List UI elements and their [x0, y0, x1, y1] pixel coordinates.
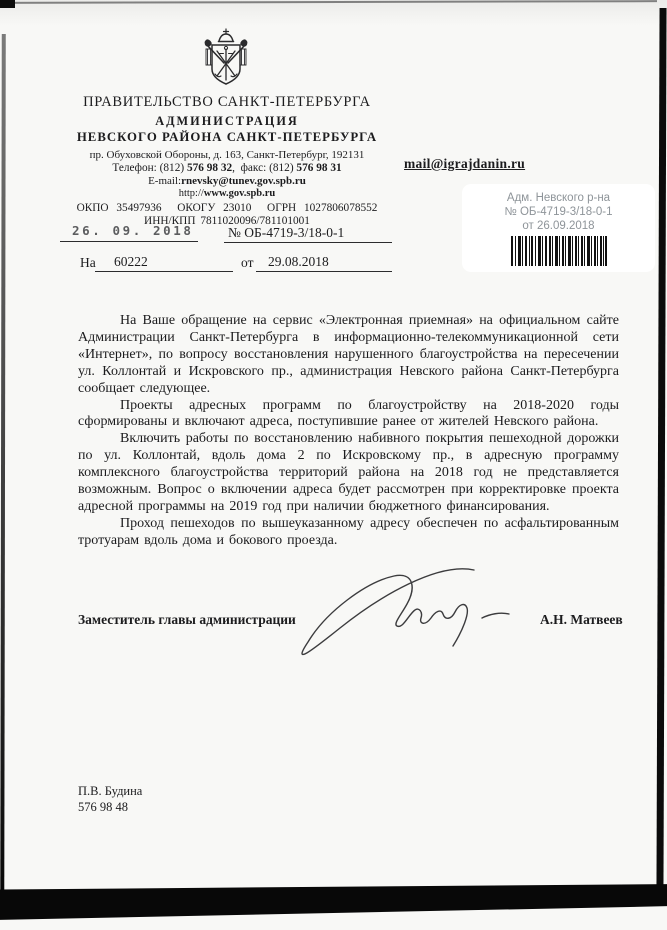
incoming-date-underline [256, 271, 392, 272]
incoming-number-underline [95, 271, 233, 272]
org-phone-fax [58, 162, 396, 174]
scan-right-edge [656, 8, 666, 890]
email-label: E-mail: [148, 175, 182, 187]
paragraph-2: Проекты адресных программ по благоустройству на 2018-2020 годы сформированы и включают адреса, поступившие ранее от жителей Невского района. [78, 397, 619, 430]
paragraph-4: Проход пешеходов по вышеуказанному адресу обеспечен по асфальтированным тротуарам вдоль дома и бокового проезда. [78, 515, 619, 548]
org-address: пр. Обуховской Обороны, д. 163, Санкт-Петербург, 192131 [89, 149, 365, 161]
org-codes-inn-kpp: ИНН/КПП 7811020096/781101001 [144, 215, 310, 227]
org-website [58, 188, 396, 199]
government-title: ПРАВИТЕЛЬСТВО САНКТ-ПЕТЕРБУРГА [83, 94, 371, 110]
org-email [58, 175, 396, 187]
st-petersburg-coat-of-arms-icon [194, 26, 258, 92]
fax-label: , факс: (812) [232, 162, 297, 174]
electronic-registration-stamp [462, 184, 655, 272]
recipient-email: mail@igrajdanin.ru [404, 156, 526, 171]
email-value: rnevsky@tunev.gov.spb.ru [181, 175, 306, 187]
number-underline [224, 242, 392, 243]
scan-corner-mark [0, 0, 15, 8]
site-value: www.gov.spb.ru [203, 188, 276, 199]
incoming-number: 60222 [114, 254, 148, 269]
scan-bottom-edge [0, 883, 667, 921]
barcode [511, 236, 607, 266]
org-name-line1: АДМИНИСТРАЦИЯ [155, 114, 299, 128]
letterhead [58, 94, 396, 227]
signer-position: Заместитель главы администрации [78, 612, 296, 627]
ot-label: от [241, 255, 254, 270]
executor-block [78, 783, 142, 815]
org-codes-okpo-ogrn: ОКПО 35497936 ОКОГУ 23010 ОГРН 1027806078552 [76, 202, 378, 214]
executor-phone: 576 98 48 [78, 800, 128, 814]
executor-name: П.В. Будина [78, 784, 143, 798]
phone-label: Телефон: (812) [112, 162, 187, 174]
scan-top-shading [0, 0, 667, 26]
outgoing-date-stamp: 26. 09. 2018 [72, 223, 194, 238]
outgoing-number: № ОБ-4719-3/18-0-1 [228, 225, 345, 240]
scan-left-edge [0, 34, 6, 918]
stamp-number-line: № ОБ-4719-3/18-0-1 [504, 206, 613, 218]
incoming-date: 29.08.2018 [268, 254, 329, 269]
fax-value: 576 98 31 [296, 162, 342, 174]
stamp-org-line: Адм. Невского р-на [506, 192, 611, 204]
org-name-line2: НЕВСКОГО РАЙОНА САНКТ-ПЕТЕРБУРГА [76, 130, 378, 144]
handwritten-signature [288, 562, 516, 670]
site-label: http:// [178, 188, 204, 199]
letter-body [78, 313, 619, 550]
phone-value: 576 98 32 [186, 162, 233, 174]
date-underline [60, 241, 198, 242]
stamp-date-line: от 26.09.2018 [522, 220, 595, 232]
paragraph-1: На Ваше обращение на сервис «Электронная приемная» на официальном сайте Администрации Санкт-Петербурга в информационно-телекоммуникационной сети «Интернет», по вопросу восстановления нарушенного благоустройства на пересечении ул. Коллонтай и Искровского пр., администрация Невского района Санкт-Петербурга сообщает следующее. [78, 313, 619, 396]
signer-name: А.Н. Матвеев [540, 612, 623, 627]
na-label: На [80, 255, 96, 270]
paragraph-3: Включить работы по восстановлению набивного покрытия пешеходной дорожки по ул. Коллонтай, вдоль дома 2 по Искровскому пр., в адресную программу комплексного благоустройства территорий района на 2018 год не представляется возможным. Вопрос о включении адреса будет рассмотрен при корректировке проекта адресной программы на 2019 год при наличии бюджетного финансирования. [78, 431, 619, 514]
